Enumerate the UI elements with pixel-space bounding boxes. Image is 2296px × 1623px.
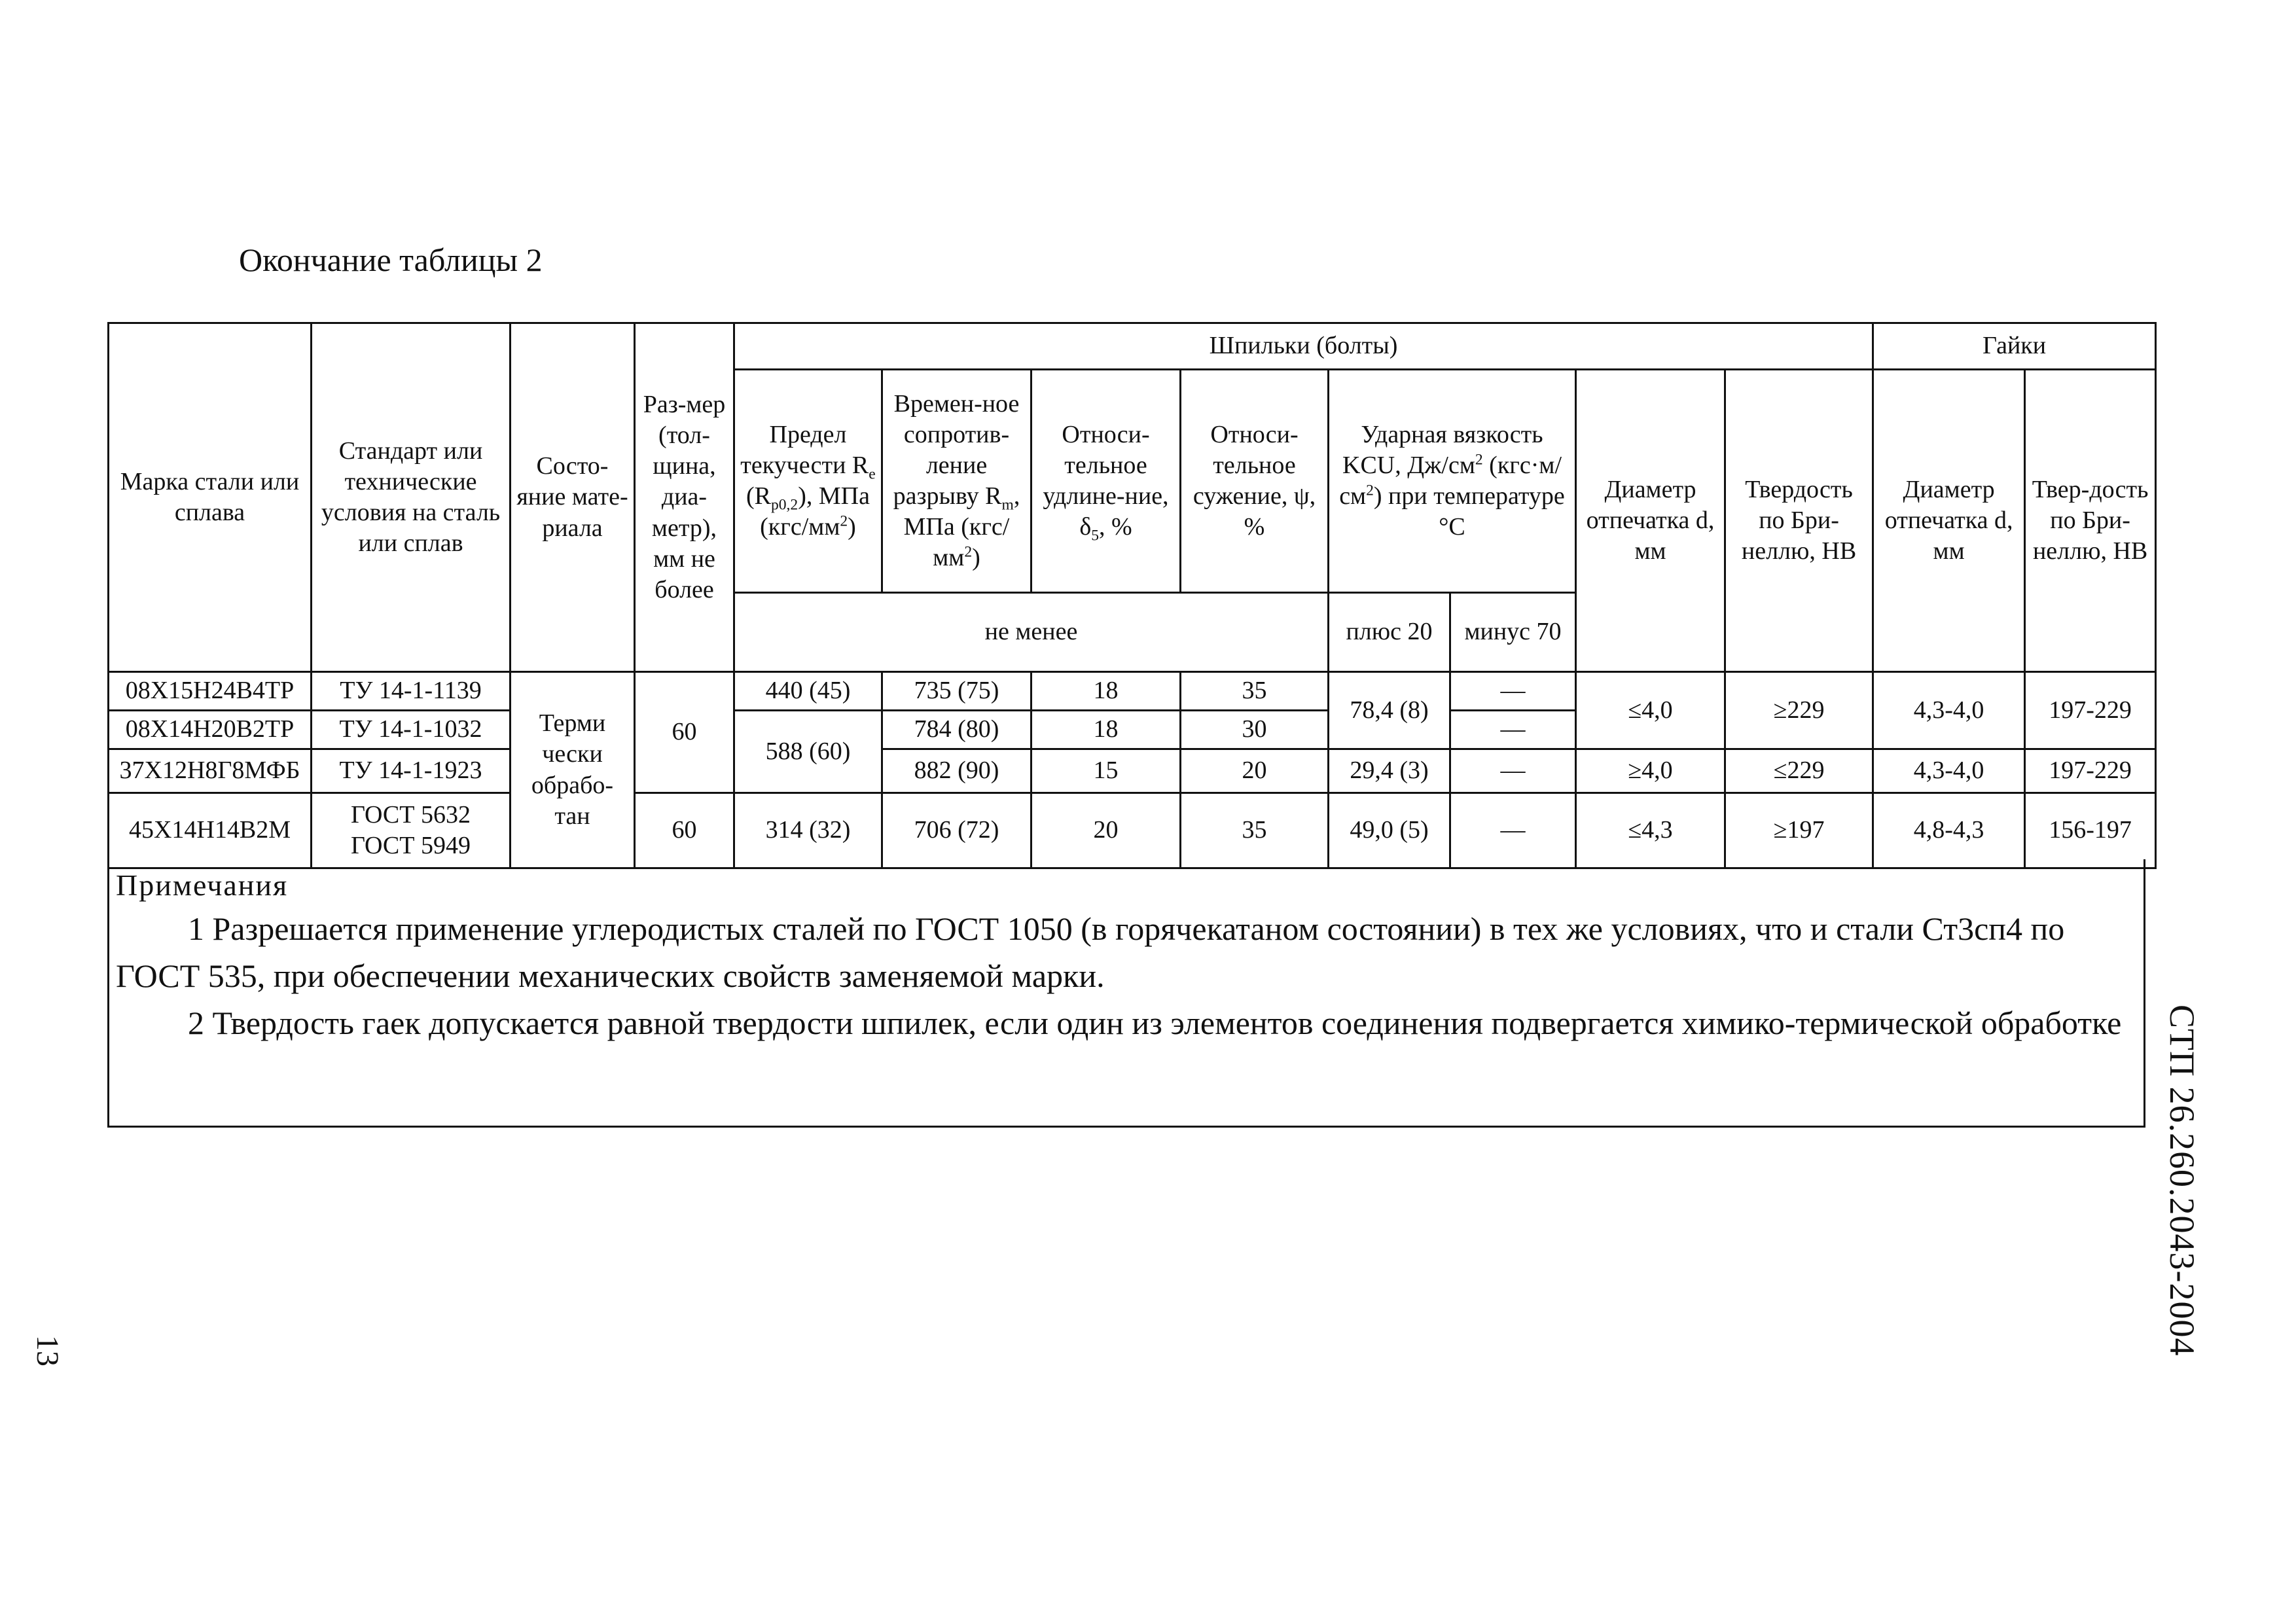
header-elongation: Относи-тельное удлине-ние, $\delta_5$, % bbox=[1031, 370, 1181, 593]
page-number: 13 bbox=[30, 1335, 65, 1366]
row1-yield: 440 (45) bbox=[734, 672, 882, 711]
row3-nut-hardness: 197-229 bbox=[2025, 749, 2156, 793]
row1-tensile: 735 (75) bbox=[882, 672, 1031, 711]
stud-diameter-rows-1-2: ≤4,0 bbox=[1576, 672, 1725, 749]
header-impact: Ударная вязкость KCU, $Дж/см^2$ $(кгс\cdot м/см^2)$ при температуре °С bbox=[1329, 370, 1576, 593]
row3-minus70: — bbox=[1450, 749, 1576, 793]
header-studs-group: Шпильки (болты) bbox=[734, 323, 1873, 370]
row1-reduction: 35 bbox=[1181, 672, 1329, 711]
nut-hardness-rows-1-2: 197-229 bbox=[2025, 672, 2156, 749]
stud-hardness-rows-1-2: ≥229 bbox=[1725, 672, 1873, 749]
row1-elongation: 18 bbox=[1031, 672, 1181, 711]
row4-nut-diameter: 4,8-4,3 bbox=[1873, 793, 2025, 868]
row4-standard bbox=[312, 793, 511, 868]
row4-standard-line1: ГОСТ 5632 bbox=[351, 800, 471, 829]
row4-stud-hardness: ≥197 bbox=[1725, 793, 1873, 868]
plus20-cell-rows-1-2: 78,4 (8) bbox=[1329, 672, 1450, 749]
row3-elongation: 15 bbox=[1031, 749, 1181, 793]
row2-minus70: — bbox=[1450, 711, 1576, 749]
row1-grade: 08Х15Н24В4ТР bbox=[109, 672, 312, 711]
row2-grade: 08Х14Н20В2ТР bbox=[109, 711, 312, 749]
properties-table bbox=[107, 322, 2157, 869]
row4-tensile: 706 (72) bbox=[882, 793, 1031, 868]
row3-reduction: 20 bbox=[1181, 749, 1329, 793]
row4-reduction: 35 bbox=[1181, 793, 1329, 868]
size-cell-rows-1-3: 60 bbox=[635, 672, 734, 793]
row4-grade: 45Х14Н14В2М bbox=[109, 793, 312, 868]
row3-grade: 37Х12Н8Г8МФБ bbox=[109, 749, 312, 793]
note-2: 2 Твердость гаек допускается равной твердости шпилек, если один из элементов соединения подвергается химико-термической обработке bbox=[188, 1004, 2122, 1041]
nut-diameter-rows-1-2: 4,3-4,0 bbox=[1873, 672, 2025, 749]
header-standard: Стандарт или технические условия на сталь или сплав bbox=[312, 323, 511, 672]
row4-elongation: 20 bbox=[1031, 793, 1181, 868]
header-reduction: Относи-тельное сужение, ψ, % bbox=[1181, 370, 1329, 593]
row3-tensile: 882 (90) bbox=[882, 749, 1031, 793]
row4-yield: 314 (32) bbox=[734, 793, 882, 868]
header-stud-hardness: Твердость по Бри-неллю, НВ bbox=[1725, 370, 1873, 672]
row1-standard: ТУ 14-1-1139 bbox=[312, 672, 511, 711]
row4-plus20: 49,0 (5) bbox=[1329, 793, 1450, 868]
notes-block bbox=[107, 859, 2145, 1128]
header-grade: Марка стали или сплава bbox=[109, 323, 312, 672]
row4-stud-diameter: ≤4,3 bbox=[1576, 793, 1725, 868]
row4-minus70: — bbox=[1450, 793, 1576, 868]
row3-stud-hardness: ≤229 bbox=[1725, 749, 1873, 793]
header-condition: Состо-яние мате-риала bbox=[511, 323, 635, 672]
yield-cell-rows-2-3: 588 (60) bbox=[734, 711, 882, 793]
header-yield: Предел текучести $R_e$ $(R_{p0,2})$, МПа $(кгс/мм^2)$ bbox=[734, 370, 882, 593]
header-size: Раз-мер (тол-щина, диа-метр), мм не более bbox=[635, 323, 734, 672]
row4-standard-line2: ГОСТ 5949 bbox=[351, 832, 471, 859]
header-stud-diameter: Диаметр отпечатка d, мм bbox=[1576, 370, 1725, 672]
row1-minus70: — bbox=[1450, 672, 1576, 711]
row2-reduction: 30 bbox=[1181, 711, 1329, 749]
header-nut-hardness: Твер-дость по Бри-неллю, НВ bbox=[2025, 370, 2156, 672]
document-code: СТП 26.260.2043-2004 bbox=[2162, 1005, 2202, 1357]
header-nut-diameter: Диаметр отпечатка d, мм bbox=[1873, 370, 2025, 672]
row3-plus20: 29,4 (3) bbox=[1329, 749, 1450, 793]
header-plus20: плюс 20 bbox=[1329, 593, 1450, 672]
header-nuts-group: Гайки bbox=[1873, 323, 2156, 370]
notes-title: Примечания bbox=[116, 868, 289, 902]
note-1: 1 Разрешается применение углеродистых сталей по ГОСТ 1050 (в горячекатаном состоянии) в тех же условиях, что и стали Ст3сп4 по ГОСТ 535, при обеспечении механических свойств заменяемой марки. bbox=[116, 910, 2065, 994]
row2-tensile: 784 (80) bbox=[882, 711, 1031, 749]
row2-elongation: 18 bbox=[1031, 711, 1181, 749]
header-minus70: минус 70 bbox=[1450, 593, 1576, 672]
row3-stud-diameter: ≥4,0 bbox=[1576, 749, 1725, 793]
header-not-less: не менее bbox=[734, 593, 1329, 672]
row4-nut-hardness: 156-197 bbox=[2025, 793, 2156, 868]
row3-standard: ТУ 14-1-1923 bbox=[312, 749, 511, 793]
row4-size: 60 bbox=[635, 793, 734, 868]
table-caption: Окончание таблицы 2 bbox=[239, 241, 543, 278]
header-tensile: Времен-ное сопротив-ление разрыву $R_m$, МПа $(кгс/мм^2)$ bbox=[882, 370, 1031, 593]
row2-standard: ТУ 14-1-1032 bbox=[312, 711, 511, 749]
row3-nut-diameter: 4,3-4,0 bbox=[1873, 749, 2025, 793]
condition-cell: Терми чески обрабо-тан bbox=[511, 672, 635, 868]
